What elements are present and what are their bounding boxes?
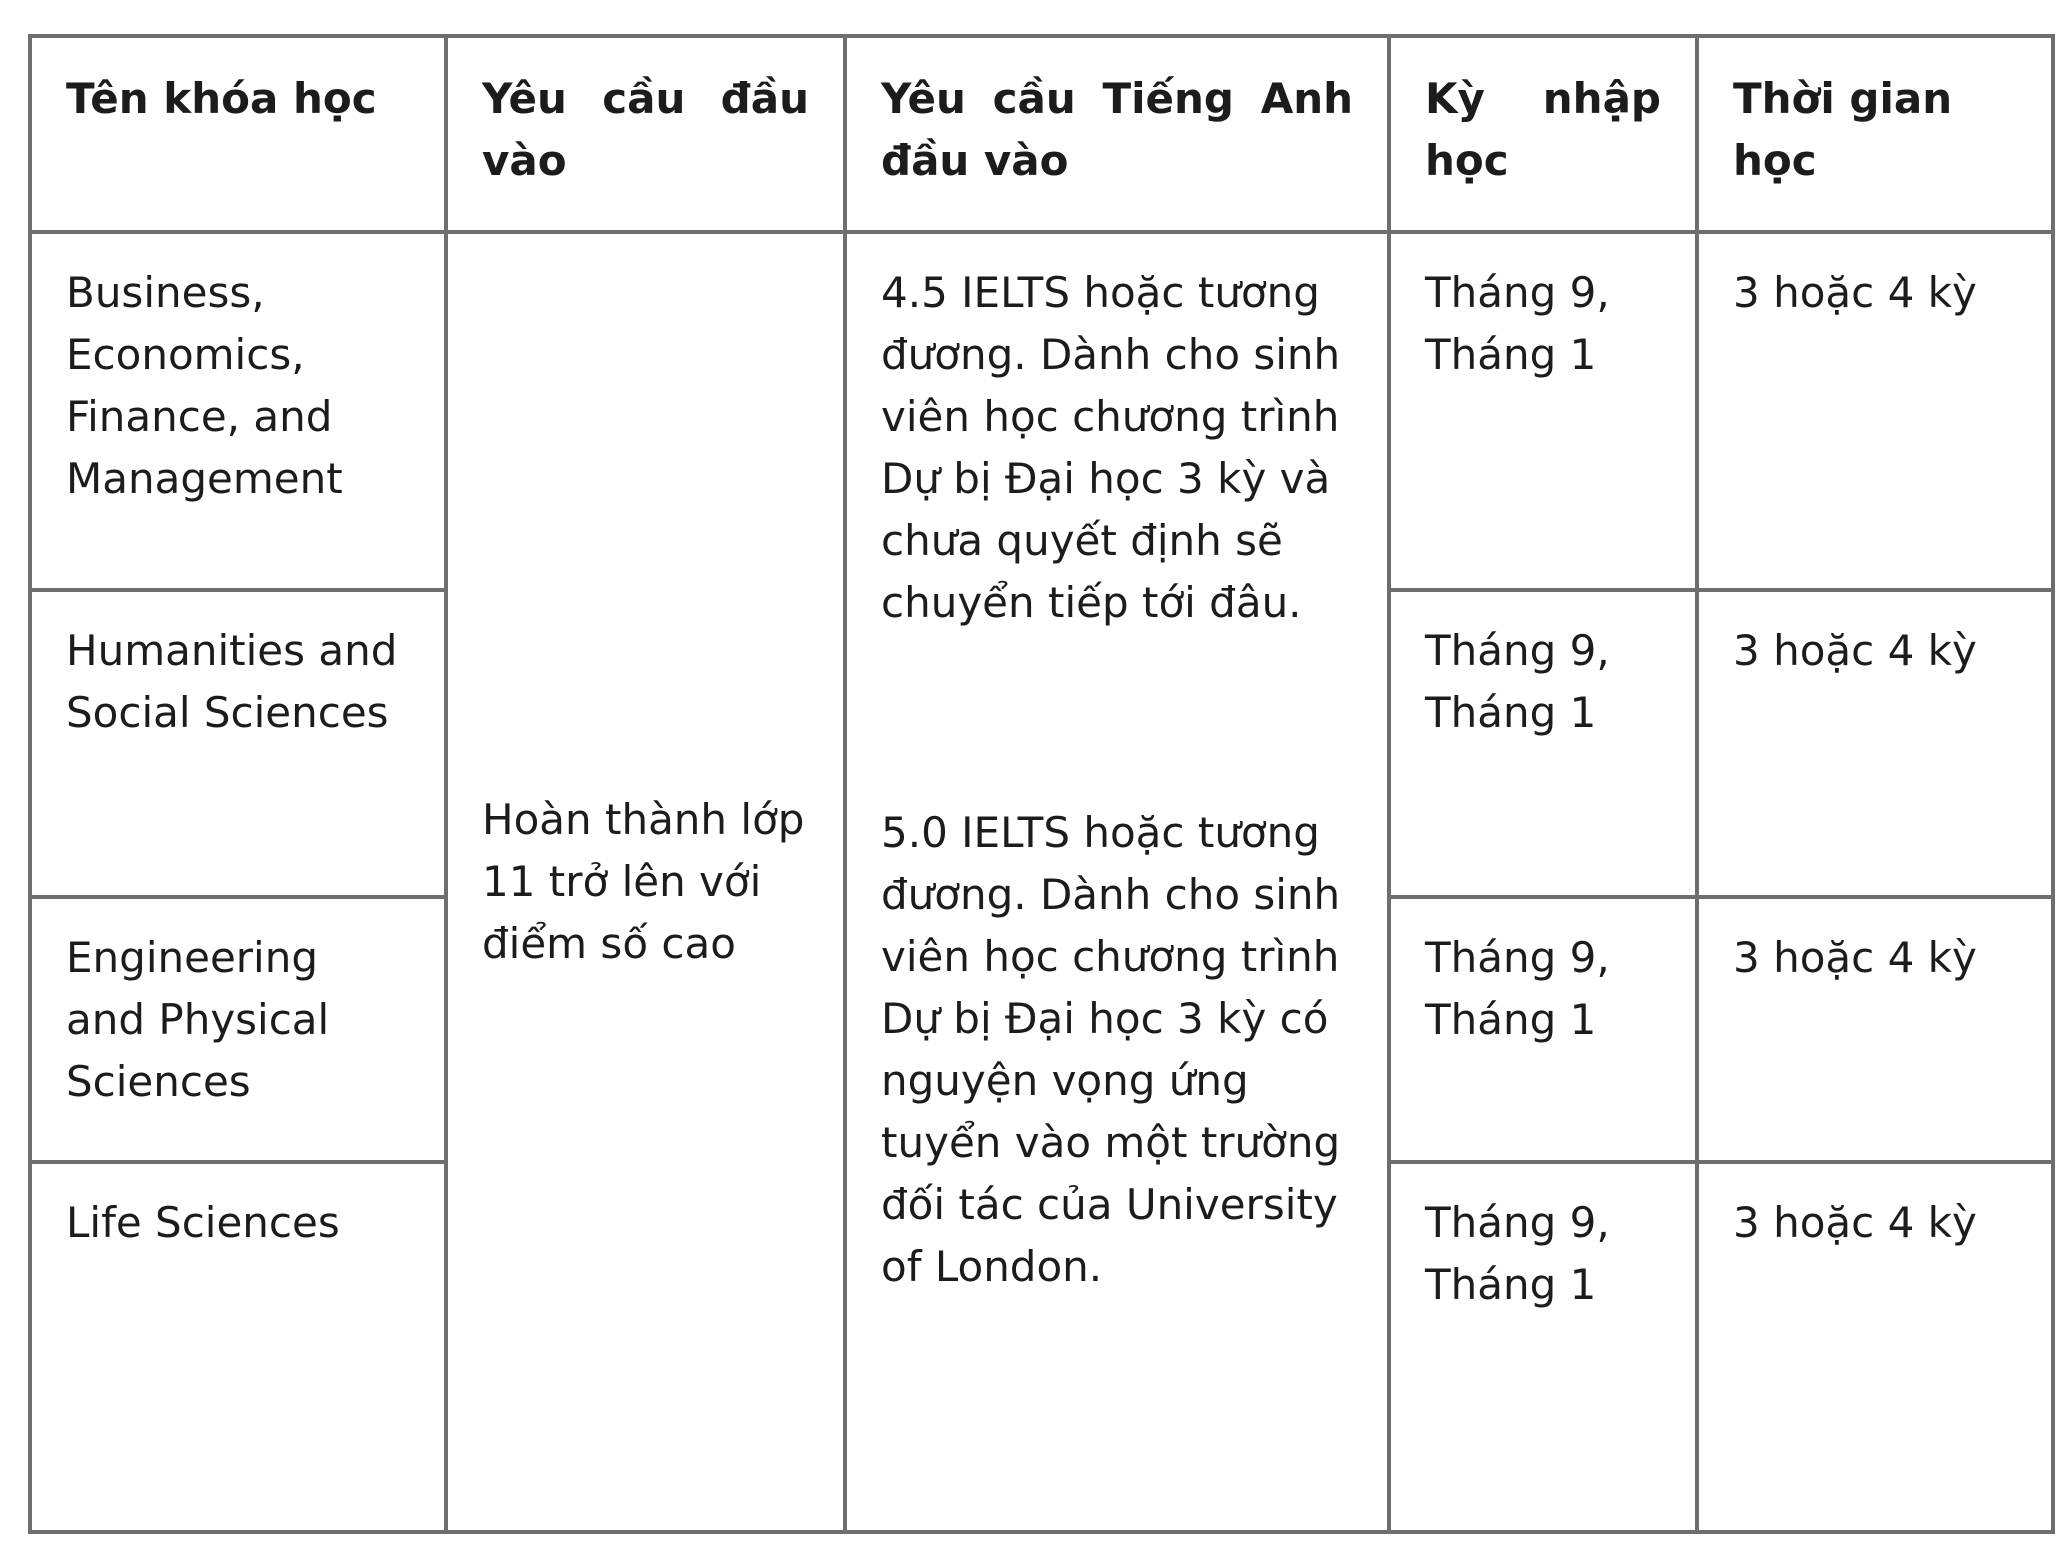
intake-cell: Tháng 9, Tháng 1	[1389, 590, 1697, 897]
header-row	[30, 36, 2053, 232]
english-requirement-spacer	[881, 634, 1353, 802]
header-duration: Thời gian học	[1697, 36, 2053, 232]
english-requirement-ielts-45: 4.5 IELTS hoặc tương đương. Dành cho sinh viên học chương trình Dự bị Đại học 3 kỳ và chưa quyết định sẽ chuyển tiếp tới đâu.	[881, 268, 1341, 627]
course-name-cell: Engineering and Physical Sciences	[30, 897, 446, 1162]
english-requirement-cell	[845, 232, 1389, 1532]
header-english-requirement: Yêu cầu Tiếng Anh đầu vào	[845, 36, 1389, 232]
header-intake: Kỳ nhập học	[1389, 36, 1697, 232]
duration-cell: 3 hoặc 4 kỳ	[1697, 590, 2053, 897]
duration-cell: 3 hoặc 4 kỳ	[1697, 232, 2053, 590]
entry-requirement-cell: Hoàn thành lớp 11 trở lên với điểm số cao	[446, 232, 845, 1532]
header-course-name: Tên khóa học	[30, 36, 446, 232]
course-table	[28, 34, 2055, 1534]
course-name-cell: Life Sciences	[30, 1162, 446, 1532]
duration-cell: 3 hoặc 4 kỳ	[1697, 897, 2053, 1162]
course-name-cell: Humanities and Social Sciences	[30, 590, 446, 897]
course-name-cell: Business, Economics, Finance, and Management	[30, 232, 446, 590]
duration-cell: 3 hoặc 4 kỳ	[1697, 1162, 2053, 1532]
intake-cell: Tháng 9, Tháng 1	[1389, 232, 1697, 590]
header-entry-requirement: Yêu cầu đầu vào	[446, 36, 845, 232]
table-row	[30, 232, 2053, 590]
intake-cell: Tháng 9, Tháng 1	[1389, 897, 1697, 1162]
english-requirement-ielts-50: 5.0 IELTS hoặc tương đương. Dành cho sinh viên học chương trình Dự bị Đại học 3 kỳ có nguyện vọng ứng tuyển vào một trường đối tác của University of London.	[881, 808, 1341, 1291]
intake-cell: Tháng 9, Tháng 1	[1389, 1162, 1697, 1532]
